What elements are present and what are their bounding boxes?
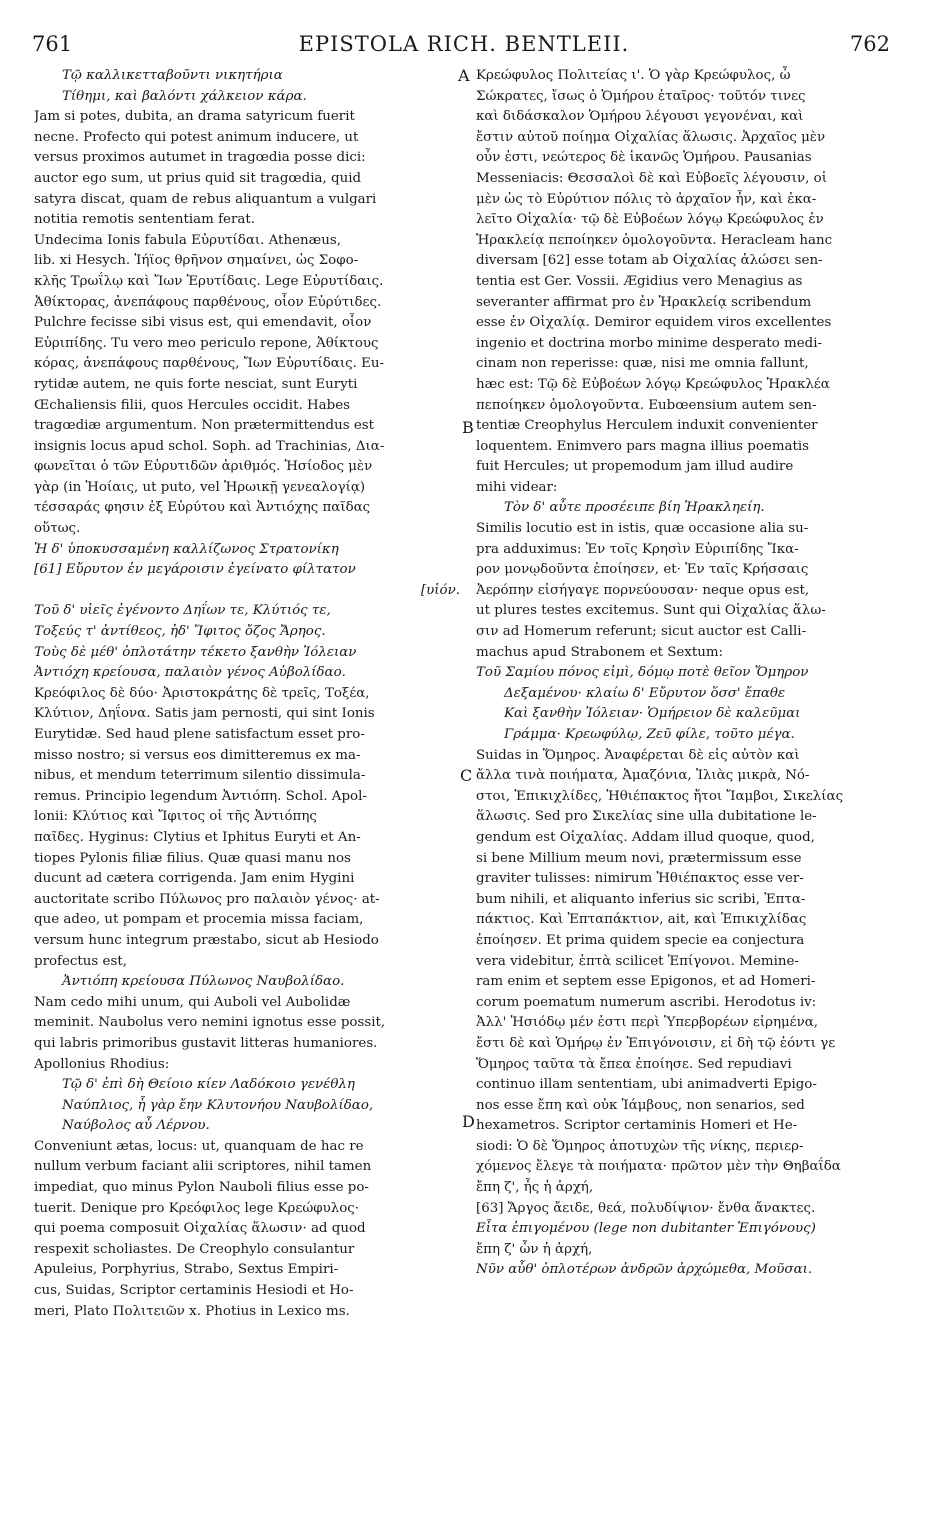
text-line: tuerit. Denique pro Κρεόφιλος lege Κρεώφυλος· <box>34 1200 360 1216</box>
text-line: remus. Principio legendum Ἀντιόπη. Schol. Apol- <box>34 788 367 804</box>
text-line: ἔστιν αὐτοῦ ποίημα Οἰχαλίας ἅλωσις. Ἀρχαῖος μὲν <box>476 129 826 145</box>
text-line: nos esse ἔπη καὶ οὐκ Ἰάμβους, non senarios, sed <box>476 1097 805 1113</box>
text-line: οὕτως. <box>34 521 81 537</box>
text-line: nibus, et mendum teterrimum silentio dissimula- <box>34 768 366 784</box>
text-line: necne. Profecto qui potest animum inducere, ut <box>34 129 359 145</box>
text-line: machus apud Strabonem et Sextum: <box>476 644 724 660</box>
text-line: ἅλωσις. Sed pro Σικελίας sine ulla dubitatione le- <box>476 809 817 825</box>
text-line: Messeniacis: Θεσσαλοὶ δὲ καὶ Εὐβοεῖς λέγουσιν, οἱ <box>476 170 827 186</box>
text-line: [υἱόν. <box>420 582 460 598</box>
text-line: ρον μονῳδοῦντα ἐποίησεν, et· Ἐν ταῖς Κρήσσαις <box>476 562 809 578</box>
text-line: Κρεώφυλος Πολιτείας ι'. Ὁ γὰρ Κρεώφυλος, ὦ <box>476 68 791 83</box>
text-line: tragœdiæ argumentum. Non prætermittendus est <box>34 418 375 434</box>
text-line: auctoritate scribo Πύλωνος pro παλαιὸν γένος· at- <box>34 891 380 907</box>
text-line: παῖδες. Hyginus: Clytius et Iphitus Euryti et An- <box>34 829 361 845</box>
text-line: si bene Millium meum novi, prætermissum esse <box>476 850 802 866</box>
text-line: κόρας, ἀνεπάφους παρθένους, Ἴων Εὐρυτίδαις. Eu- <box>34 356 385 372</box>
text-line: ram enim et septem esse Epigonos, et ad Homeri- <box>476 974 816 990</box>
text-line: gendum est Οἰχαλίας. Addam illud quoque, quod, <box>476 829 815 845</box>
text-line: Τῷ καλλικετταβοῦντι νικητήρια <box>62 68 283 83</box>
text-line: πεποίηκεν ὁμολογοῦντα. Eubœensium autem sen- <box>476 397 817 413</box>
text-line: Eurytidæ. Sed haud plene satisfactum esset pro- <box>34 727 365 742</box>
text-line: ingenio et doctrina morbo minime desperato medi- <box>476 335 823 351</box>
text-line: φωνεῖται ὁ τῶν Εὐρυτιδῶν ἀριθμός. Ἡσίοδος μὲν <box>34 459 373 475</box>
text-line: versum hunc integrum præstabo, sicut ab Hesiodo <box>34 932 379 948</box>
text-line: Ἀντιόπη κρείουσα Πύλωνος Ναυβολίδαο. <box>62 974 345 990</box>
text-line: Ἀντιόχη κρείουσα, παλαιὸν γένος Αὐβολίδαο. <box>34 665 346 681</box>
text-line: ducunt ad cætera corrigenda. Jam enim Hygini <box>34 871 355 887</box>
text-line: Κρεόφιλος δὲ δύο· Ἀριστοκράτης δὲ τρεῖς, Τοξέα, <box>34 685 370 701</box>
text-line: auctor ego sum, ut prius quid sit tragœdia, quid <box>34 170 362 186</box>
text-line: Τίθημι, καὶ βαλόντι χάλκειον κάρα. <box>62 88 307 104</box>
text-line: Ναύβολος αὖ Λέρνου. <box>62 1118 210 1134</box>
text-line: Ἡρακλείᾳ πεποίηκεν ὁμολογοῦντα. Heracleam hanc <box>476 232 833 248</box>
text-line: tentiæ Creophylus Herculem induxit convenienter <box>476 418 818 434</box>
text-line: cinam non reperisse: quæ, nisi me omnia fallunt, <box>476 356 809 372</box>
text-line: οὖν ἐστι, νεώτερος δὲ ἱκανῶς Ὁμήρου. Pausanias <box>476 150 812 166</box>
text-line: Κλύτιον, Δηΐονα. Satis jam pernosti, qui sint Ionis <box>34 706 375 722</box>
left-page-number: 761 <box>32 32 73 56</box>
text-line: Εὐριπίδης. Tu vero meo periculo repone, Ἀθίκτους <box>34 335 379 351</box>
text-line: vera videbitur, ἑπτὰ scilicet Ἐπίγονοι. Memine- <box>476 953 799 969</box>
text-line: Ἡ δ' ὑποκυσσαμένη καλλίζωνος Στρατονίκη <box>34 541 339 557</box>
text-line: καὶ διδάσκαλον Ὁμήρου λέγουσι γεγονέναι, καὶ <box>476 109 804 125</box>
text-line: Τοὺς δὲ μέθ' ὁπλοτάτην τέκετο ξανθὴν Ἰόλειαν <box>34 644 357 660</box>
running-title: EPISTOLA RICH. BENTLEII. <box>298 32 630 56</box>
text-line: hexametros. Scriptor certaminis Homeri et He- <box>476 1118 798 1134</box>
margin-marker-c: C <box>460 766 473 785</box>
text-line: Pulchre fecisse sibi visus est, qui emendavit, οἷον <box>34 315 372 331</box>
text-line: pra adduximus: Ἐν τοῖς Κρησὶν Εὐριπίδης Ἴκα- <box>476 541 799 557</box>
text-line: Τοξεύς τ' ἀντίθεος, ἠδ' Ἴφιτος ὄζος Ἄρηος. <box>34 624 326 640</box>
text-line: Œchaliensis filii, quos Hercules occidit. Habes <box>34 397 350 413</box>
margin-marker-d: D <box>462 1112 475 1131</box>
text-line: Νῦν αὖθ' ὁπλοτέρων ἀνδρῶν ἀρχώμεθα, Μοῦσαι. <box>476 1262 813 1278</box>
text-line: satyra discat, quam de rebus aliquantum a vulgari <box>34 191 377 207</box>
text-line: profectus est, <box>34 953 127 969</box>
text-line: Εἶτα ἐπιγομένου (lege non dubitanter Ἐπιγόνους) <box>476 1221 816 1237</box>
text-line: σιν ad Homerum referunt; sicut auctor est Calli- <box>476 624 807 640</box>
text-line: continuo illam sententiam, ubi animadverti Epigo- <box>476 1077 817 1093</box>
text-line: ἔστι δὲ καὶ Ὁμήρῳ ἐν Ἐπιγόνοισιν, εἰ δὴ τῷ ἐόντι γε <box>476 1035 836 1051</box>
text-line: notitia remotis sententiam ferat. <box>34 212 255 228</box>
text-line: Ἀθίκτορας, ἀνεπάφους παρθένους, οἷον Εὐρύτιδες. <box>34 294 382 310</box>
left-text-column <box>34 66 460 1322</box>
text-line: tentia est Ger. Vossii. Ægidius vero Menagius as <box>476 273 803 289</box>
text-line: χόμενος ἔλεγε τὰ ποιήματα· πρῶτον μὲν τὴν Θηβαΐδα <box>476 1159 841 1175</box>
text-line: Γράμμα· Κρεωφύλῳ, Ζεῦ φίλε, τοῦτο μέγα. <box>504 727 795 742</box>
text-line: Apollonius Rhodius: <box>34 1056 170 1072</box>
text-line: τέσσαράς φησιν ἐξ Εὐρύτου καὶ Ἀντιόχης παῖδας <box>34 500 371 516</box>
text-line: diversam [62] esse totam ab Οἰχαλίας ἁλώσει sen- <box>476 253 823 269</box>
text-line: ἄλλα τινὰ ποιήματα, Ἀμαζόνια, Ἰλιὰς μικρὰ, Νό- <box>476 768 810 784</box>
text-line: Ἀλλ' Ἡσιόδῳ μέν ἐστι περὶ Ὑπερβορέων εἰρημένα, <box>476 1015 819 1031</box>
text-line: respexit scholiastes. De Creophylo consulantur <box>34 1241 355 1257</box>
text-line: Ναύπλιος, ἦ γὰρ ἔην Κλυτονήου Ναυβολίδαο, <box>62 1097 374 1113</box>
text-line: ἔπη ζ' ὧν ἡ ἀρχή, <box>476 1241 593 1257</box>
text-line: πάκτιος. Καὶ Ἐπταπάκτιον, ait, καὶ Ἐπικιχλίδας <box>476 912 807 928</box>
text-line: qui poema composuit Οἰχαλίας ἅλωσιν· ad quod <box>34 1221 366 1237</box>
text-line: lib. xi Hesych. Ἰήϊος θρῆνον σημαίνει, ὡς Σοφο- <box>34 253 359 269</box>
text-line: Ἀερόπην εἰσήγαγε πορνεύουσαν· neque opus est, <box>476 582 810 598</box>
text-line: meminit. Naubolus vero nemini ignotus esse possit, <box>34 1015 386 1031</box>
text-line: Δεξαμένου· κλαίω δ' Εὔρυτον ὅσσ' ἔπαθε <box>504 685 786 701</box>
text-line: ut plures testes excitemus. Sunt qui Οἰχαλίας ἅλω- <box>476 603 826 619</box>
text-line: Τοῦ Σαμίου πόνος εἰμὶ, δόμῳ ποτὲ θεῖον Ὅμηρον <box>476 665 809 681</box>
text-line: Ὅμηρος ταῦτα τὰ ἔπεα ἐποίησε. Sed repudiavi <box>476 1056 792 1072</box>
text-line: corum poematum numerum ascribi. Herodotus iv: <box>476 994 817 1010</box>
text-line: qui labris primoribus gustavit litteras humaniores. <box>34 1035 378 1051</box>
text-line: Similis locutio est in istis, quæ occasione alia su- <box>476 521 809 537</box>
text-line: hæc est: Τῷ δὲ Εὐβοέων λόγῳ Κρεώφυλος Ἡρακλέα <box>476 376 830 392</box>
text-line: ἔπη ζ', ἧς ἡ ἀρχή, <box>476 1180 594 1196</box>
text-line: severanter affirmat pro ἐν Ἡρακλείᾳ scribendum <box>476 294 812 310</box>
text-line: Τοῦ δ' υἱεῖς ἐγένοντο Δηΐων τε, Κλύτιός τε, <box>34 603 331 619</box>
text-line: rytidæ autem, ne quis forte nesciat, sunt Euryti <box>34 376 358 392</box>
text-line: misso nostro; si versus eos dimitteremus ex ma- <box>34 747 361 763</box>
right-text-column <box>476 66 902 1281</box>
text-line: meri, Plato Πολιτειῶν x. Photius in Lexico ms. <box>34 1303 350 1319</box>
text-line: tiopes Pylonis filiæ filius. Quæ quasi manu nos <box>34 850 351 866</box>
text-line: mihi videar: <box>476 479 558 495</box>
text-line: λεῖτο Οἰχαλία· τῷ δὲ Εὐβοέων λόγῳ Κρεώφυλος ἐν <box>476 212 824 228</box>
text-line: bum nihili, et aliquanto inferius sic scribi, Ἐπτα- <box>476 891 806 907</box>
text-line: κλῆς Τρωΐλῳ καὶ Ἴων Ἐρυτίδαις. Lege Εὐρυτίδαις. <box>34 273 384 289</box>
text-line: Τὸν δ' αὖτε προσέειπε βίη Ἡρακληείη. <box>504 500 765 516</box>
text-line: versus proximos autumet in tragœdia posse dici: <box>34 150 366 166</box>
text-line: fuit Hercules; ut propemodum jam illud audire <box>476 459 794 475</box>
text-line: Undecima Ionis fabula Εὐρυτίδαι. Athenæus, <box>34 232 341 248</box>
text-line: Apuleius, Porphyrius, Strabo, Sextus Empiri- <box>34 1262 339 1278</box>
text-line: insignis locus apud schol. Soph. ad Trachinias, Δια- <box>34 438 385 454</box>
text-line: στοι, Ἐπικιχλίδες, Ἠθιέπακτος ἤτοι Ἴαμβοι, Σικελίας <box>476 788 844 804</box>
text-line: [63] Ἄργος ἄειδε, θεά, πολυδίψιον· ἔνθα ἄνακτες. <box>476 1200 816 1216</box>
text-line: cus, Suidas, Scriptor certaminis Hesiodi et Ho- <box>34 1283 354 1299</box>
text-line: impediat, quo minus Pylon Nauboli filius esse po- <box>34 1180 369 1196</box>
text-line: lonii: Κλύτιος καὶ Ἴφιτος οἱ τῆς Ἀντιόπης <box>34 809 317 825</box>
text-line: nullum verbum faciant alii scriptores, nihil tamen <box>34 1159 372 1175</box>
text-line: Τῷ δ' ἐπὶ δὴ Θείοιο κίεν Λαδόκοιο γενέθλη <box>62 1077 355 1093</box>
text-line: [61] Εὔρυτον ἐν μεγάροισιν ἐγείνατο φίλτατον <box>34 562 356 578</box>
margin-marker-b: B <box>462 418 474 437</box>
text-line: esse ἐν Οἰχαλίᾳ. Demiror equidem viros excellentes <box>476 315 832 331</box>
text-line: Καὶ ξανθὴν Ἰόλειαν· Ὁμήρειον δὲ καλεῦμαι <box>504 706 801 722</box>
text-line: Σώκρατες, ἴσως ὁ Ὁμήρου ἑταῖρος· τοῦτόν τινες <box>476 88 806 104</box>
text-line: siodi: Ὁ δὲ Ὅμηρος ἀποτυχὼν τῆς νίκης, περιερ- <box>476 1138 804 1154</box>
text-line: Jam si potes, dubita, an drama satyricum fuerit <box>34 109 355 125</box>
text-line: Suidas in Ὅμηρος. Ἀναφέρεται δὲ εἰς αὐτὸν καὶ <box>476 747 800 763</box>
text-line: γὰρ (in Ἠοίαις, ut puto, vel Ἡρωικῇ γενεαλογίᾳ) <box>34 479 366 495</box>
text-line: Nam cedo mihi unum, qui Auboli vel Aubolidæ <box>34 994 351 1010</box>
text-line: ἐποίησεν. Et prima quidem specie ea conjectura <box>476 932 805 948</box>
right-page-number: 762 <box>849 32 890 56</box>
text-line: graviter tulisses: nimirum Ἠθιέπακτος esse ver- <box>476 871 804 887</box>
text-line: μὲν ὡς τὸ Εὐρύτιον πόλις τὸ ἀρχαῖον ἦν, καὶ ἐκα- <box>476 191 817 207</box>
text-line: que adeo, ut pompam et procemia missa faciam, <box>34 912 364 928</box>
text-line: Conveniunt ætas, locus: ut, quanquam de hac re <box>34 1138 364 1154</box>
text-line: loquentem. Enimvero pars magna illius poematis <box>476 438 810 454</box>
margin-marker-a: A <box>458 66 470 85</box>
